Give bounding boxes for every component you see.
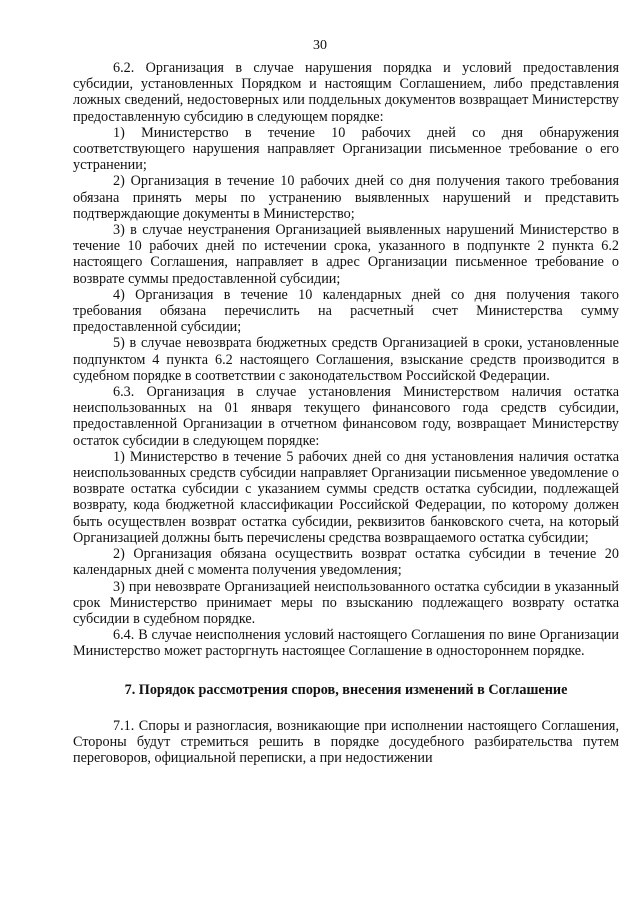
paragraph-6-2-item-5: 5) в случае невозврата бюджетных средств Организацией в сроки, установленные подпунктом 4 пункта 6.2 настоящего Соглашения, взыскание средств производится в судебном порядке в соответствии с законодательством Российской Федерации. bbox=[73, 335, 619, 384]
paragraph-6-2-item-3: 3) в случае неустранения Организацией выявленных нарушений Министерство в течение 10 рабочих дней по истечении срока, указанного в подпункте 2 пункта 6.2 настоящего Соглашения, направляет в адрес Организации письменное требование о возврате суммы предоставленной субсидии; bbox=[73, 222, 619, 287]
paragraph-7-1: 7.1. Споры и разногласия, возникающие при исполнении настоящего Соглашения, Стороны будут стремиться решить в порядке досудебного разбирательства путем переговоров, официальной переписки, а при недостижении bbox=[73, 717, 619, 767]
paragraph-6-2: 6.2. Организация в случае нарушения порядка и условий предоставления субсидии, установленных Порядком и настоящим Соглашением, либо представления ложных сведений, недостоверных или поддельных документов возвращает Министерству предоставленную субсидию в следующем порядке: bbox=[73, 60, 619, 125]
paragraph-6-3-item-1: 1) Министерство в течение 5 рабочих дней со дня установления наличия остатка неиспользованных средств субсидии направляет Организации письменное уведомление о возврате остатка субсидии с указанием суммы средств остатка субсидии, подлежащей возврату, кода бюджетной классификации Российской Федерации, по которому должен быть осуществлен возврат остатка субсидии, реквизитов банковского счета, на который Организацией должны быть перечислены средства возвращаемого остатка субсидии; bbox=[73, 448, 619, 546]
paragraph-6-3: 6.3. Организация в случае установления Министерством наличия остатка неиспользованных на 01 января текущего финансового года средств субсидии, предоставленной Организации в отчетном финансовом году, возвращает Министерству остаток субсидии в следующем порядке: bbox=[73, 384, 619, 449]
paragraph-6-3-item-3: 3) при невозврате Организацией неиспользованного остатка субсидии в указанный срок Министерство принимает меры по взысканию подлежащего возврату остатка субсидии в судебном порядке. bbox=[73, 578, 619, 627]
paragraph-6-3-item-2: 2) Организация обязана осуществить возврат остатка субсидии в течение 20 календарных дней с момента получения уведомления; bbox=[73, 546, 619, 579]
document-body bbox=[73, 60, 619, 766]
paragraph-6-2-item-4: 4) Организация в течение 10 календарных дней со дня получения такого требования обязана перечислить на расчетный счет Министерства сумму предоставленной субсидии; bbox=[73, 286, 619, 336]
paragraph-6-4: 6.4. В случае неисполнения условий настоящего Соглашения по вине Организации Министерство может расторгнуть настоящее Соглашение в одностороннем порядке. bbox=[73, 627, 619, 660]
section-heading: 7. Порядок рассмотрения споров, внесения изменений в Соглашение bbox=[124, 681, 568, 698]
paragraph-6-2-item-1: 1) Министерство в течение 10 рабочих дней со дня обнаружения соответствующего нарушения направляет Организации письменное требование о его устранении; bbox=[73, 124, 619, 174]
page-number: 30 bbox=[313, 38, 327, 53]
paragraph-6-2-item-2: 2) Организация в течение 10 рабочих дней со дня получения такого требования обязана принять меры по устранению выявленных нарушений и представить подтверждающие документы в Министерство; bbox=[73, 173, 619, 222]
